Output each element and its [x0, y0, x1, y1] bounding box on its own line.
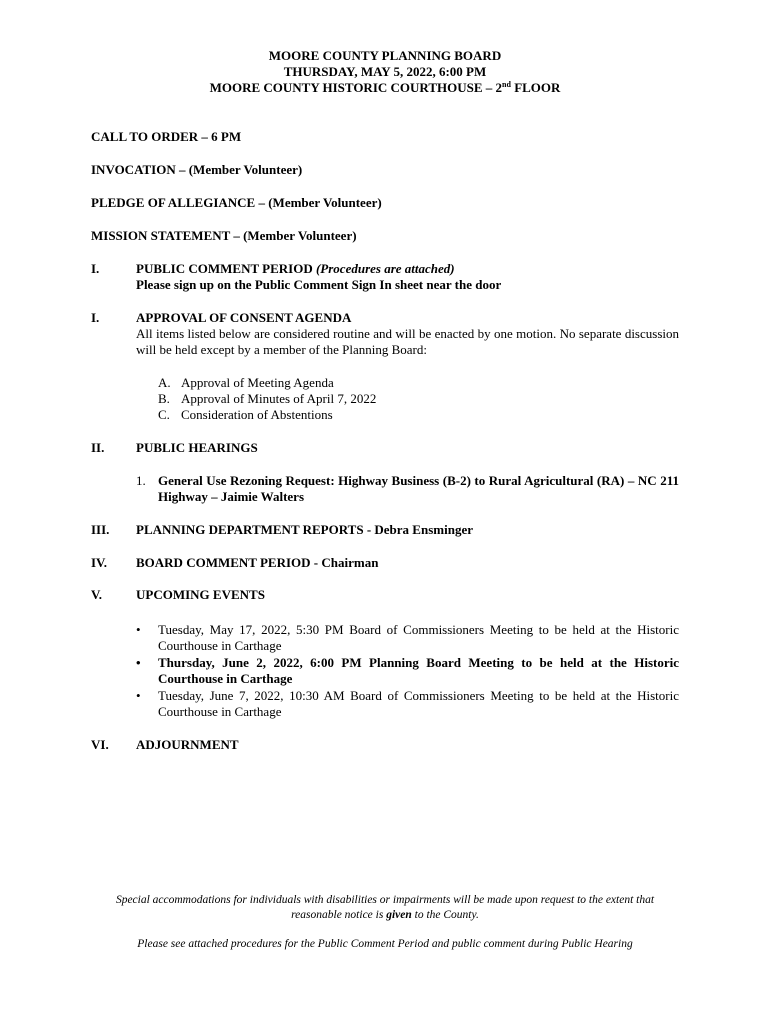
item-letter: A. [158, 375, 171, 390]
item-letter: C. [158, 407, 170, 422]
event-item [136, 622, 679, 654]
note-text-end: to the County. [411, 909, 479, 921]
item-number: 1. [136, 473, 146, 488]
section-title-upcoming-events: UPCOMING EVENTS [136, 587, 265, 602]
section-numeral: II. [91, 440, 105, 455]
section-numeral: V. [91, 587, 102, 602]
agenda-title: MOORE COUNTY PLANNING BOARD [268, 48, 502, 63]
event-text: Tuesday, June 7, 2022, 10:30 AM Board of Commissioners Meeting to be held at the Historic Courthouse in Carthage [158, 688, 679, 719]
consent-agenda-description: All items listed below are considered routine and will be enacted by one motion. No separate discussion will be held except by a member of the Planning Board: [136, 326, 679, 357]
section-title-adjournment: ADJOURNMENT [136, 737, 239, 752]
note-text: Special accommodations for individuals with disabilities or impairments will be made upon request to the extent that reasonable notice is [115, 894, 655, 921]
section-title-public-hearings: PUBLIC HEARINGS [136, 440, 258, 455]
bullet-icon: • [136, 655, 141, 670]
location-text: MOORE COUNTY HISTORIC COURTHOUSE – 2 [209, 80, 503, 95]
bullet-icon: • [136, 622, 141, 637]
sign-up-instruction: Please sign up on the Public Comment Sign In sheet near the door [136, 277, 502, 292]
location-floor: FLOOR [510, 80, 561, 95]
mission-statement: MISSION STATEMENT – (Member Volunteer) [91, 228, 357, 243]
consent-item [158, 375, 334, 391]
section-numeral: VI. [91, 737, 109, 752]
meeting-location [0, 80, 770, 96]
consent-agenda-section [136, 310, 679, 358]
bullet-icon: • [136, 688, 141, 703]
item-letter: B. [158, 391, 170, 406]
accommodations-note [95, 893, 675, 923]
meeting-date: THURSDAY, MAY 5, 2022, 6:00 PM [283, 64, 487, 79]
item-text: Approval of Minutes of April 7, 2022 [181, 391, 377, 406]
note-emphasis: given [386, 909, 412, 921]
section-title-board-comment: BOARD COMMENT PERIOD - Chairman [136, 555, 379, 570]
procedures-note: Please see attached procedures for the Public Comment Period and public comment during Public Hearing [137, 938, 633, 950]
item-text: Consideration of Abstentions [181, 407, 333, 422]
section-numeral: III. [91, 522, 110, 537]
section-numeral: I. [91, 261, 100, 276]
item-text: General Use Rezoning Request: Highway Business (B-2) to Rural Agricultural (RA) – NC 211 Highway – Jaimie Walters [158, 473, 679, 504]
section-numeral: IV. [91, 555, 108, 570]
event-item [136, 655, 679, 687]
floor-ordinal: nd [502, 80, 511, 89]
section-numeral: I. [91, 310, 100, 325]
invocation: INVOCATION – (Member Volunteer) [91, 162, 303, 177]
pledge-of-allegiance: PLEDGE OF ALLEGIANCE – (Member Volunteer) [91, 195, 382, 210]
section-title-planning-reports: PLANNING DEPARTMENT REPORTS - Debra Ensminger [136, 522, 473, 537]
section-title: PUBLIC COMMENT PERIOD [136, 261, 316, 276]
event-text: Thursday, June 2, 2022, 6:00 PM Planning Board Meeting to be held at the Historic Courthouse in Carthage [158, 655, 679, 686]
consent-item [158, 391, 376, 407]
consent-item [158, 407, 333, 423]
section-note: (Procedures are attached) [315, 261, 455, 276]
call-to-order: CALL TO ORDER – 6 PM [91, 129, 242, 144]
section-title: APPROVAL OF CONSENT AGENDA [136, 310, 352, 325]
item-text: Approval of Meeting Agenda [181, 375, 334, 390]
event-text: Tuesday, May 17, 2022, 5:30 PM Board of Commissioners Meeting to be held at the Historic Courthouse in Carthage [158, 622, 679, 653]
event-item [136, 688, 679, 720]
public-hearing-item [136, 473, 679, 505]
public-comment-section [136, 261, 679, 293]
